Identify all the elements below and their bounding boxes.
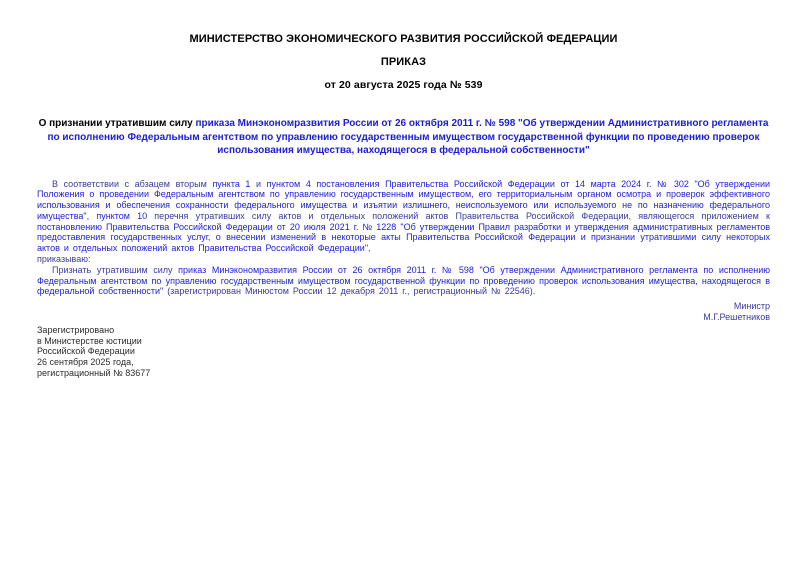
registration-line: Зарегистрировано (37, 324, 115, 335)
registration-block (37, 325, 770, 379)
ministry-name: МИНИСТЕРСТВО ЭКОНОМИЧЕСКОГО РАЗВИТИЯ РОССИЙСКОЙ ФЕДЕРАЦИИ (189, 33, 618, 45)
minister-title: Министр (733, 301, 770, 312)
body-paragraph-resolution (37, 265, 770, 297)
document-link[interactable]: приказа Минэкономразвития России от 26 октября 2011 г. № 598 "Об утверждении Административного регламента по исполнению Федеральным агентством по управлению государственным имуществом государственной функции по проведению проверок использования имущества, находящегося в федеральной собственности" (47, 118, 769, 156)
body-text: перечня утративших силу актов и отдельных положений актов Правительства Российской Федерации, являющегося приложением к (147, 210, 770, 221)
document-link[interactable]: приказ Минэкономразвития России от 26 октября 2011 г. № 598 "Об утверждении Административного регламента по исполнению Федеральным агентством по управлению государственным имуществом государственной функции по проведению проверок использования имущества, находящегося в федеральной собственности" (37, 264, 770, 297)
document-body (37, 179, 770, 298)
registration-line: регистрационный № 83677 (37, 368, 151, 379)
body-paragraph-preamble (37, 179, 770, 255)
registration-line: в Министерстве юстиции (37, 335, 142, 346)
body-text: Признать утратившим силу (52, 264, 179, 275)
document-link[interactable]: постановления Правительства Российской Федерации от 14 марта 2024 г. № 302 "Об утверждении Положения о проведении Федеральным агентством по управлению государственным имуществом, его территориальным органом осмотра и проверок эффективного использования и обеспечения сохранности федерального имущества и изъятии излишнего, неиспользуемого или используемого не по назначению федерального имущества" (37, 178, 771, 221)
body-text: В соответствии с абзацем вторым (52, 178, 213, 189)
body-paragraph-order-word (37, 254, 770, 265)
document-link[interactable]: пункта 1 (212, 178, 251, 189)
body-text: , (368, 243, 371, 254)
document-subject (37, 117, 770, 158)
document-link[interactable]: пунктом 10 (96, 210, 148, 221)
minister-name: М.Г.Решетников (703, 312, 770, 323)
signature-block (37, 301, 770, 323)
document-link[interactable]: пунктом 4 (266, 178, 311, 189)
registration-line: Российской Федерации (37, 346, 135, 357)
body-text: , (86, 210, 97, 221)
body-text: и (250, 178, 267, 189)
registration-line: 26 сентября 2025 года, (37, 357, 134, 368)
document-type: ПРИКАЗ (380, 56, 427, 68)
body-text: приказываю: (37, 254, 91, 265)
subject-plain-text: О признании утратившим силу (38, 118, 196, 129)
body-text: (зарегистрирован Минюстом России 12 декабря 2011 г., регистрационный № 22546). (163, 286, 536, 297)
document-link[interactable]: постановлению Правительства Российской Федерации от 20 июля 2021 г. № 1228 "Об утверждении Правил разработки и утверждения административных регламентов предоставления государственных услуг, о внесении изменений в некоторые акты Правительства Российской Федерации и признании утратившими силу некоторых актов и отдельных положений актов Правительства Российской Федерации" (37, 221, 770, 254)
document-date: от 20 августа 2025 года № 539 (324, 79, 483, 91)
